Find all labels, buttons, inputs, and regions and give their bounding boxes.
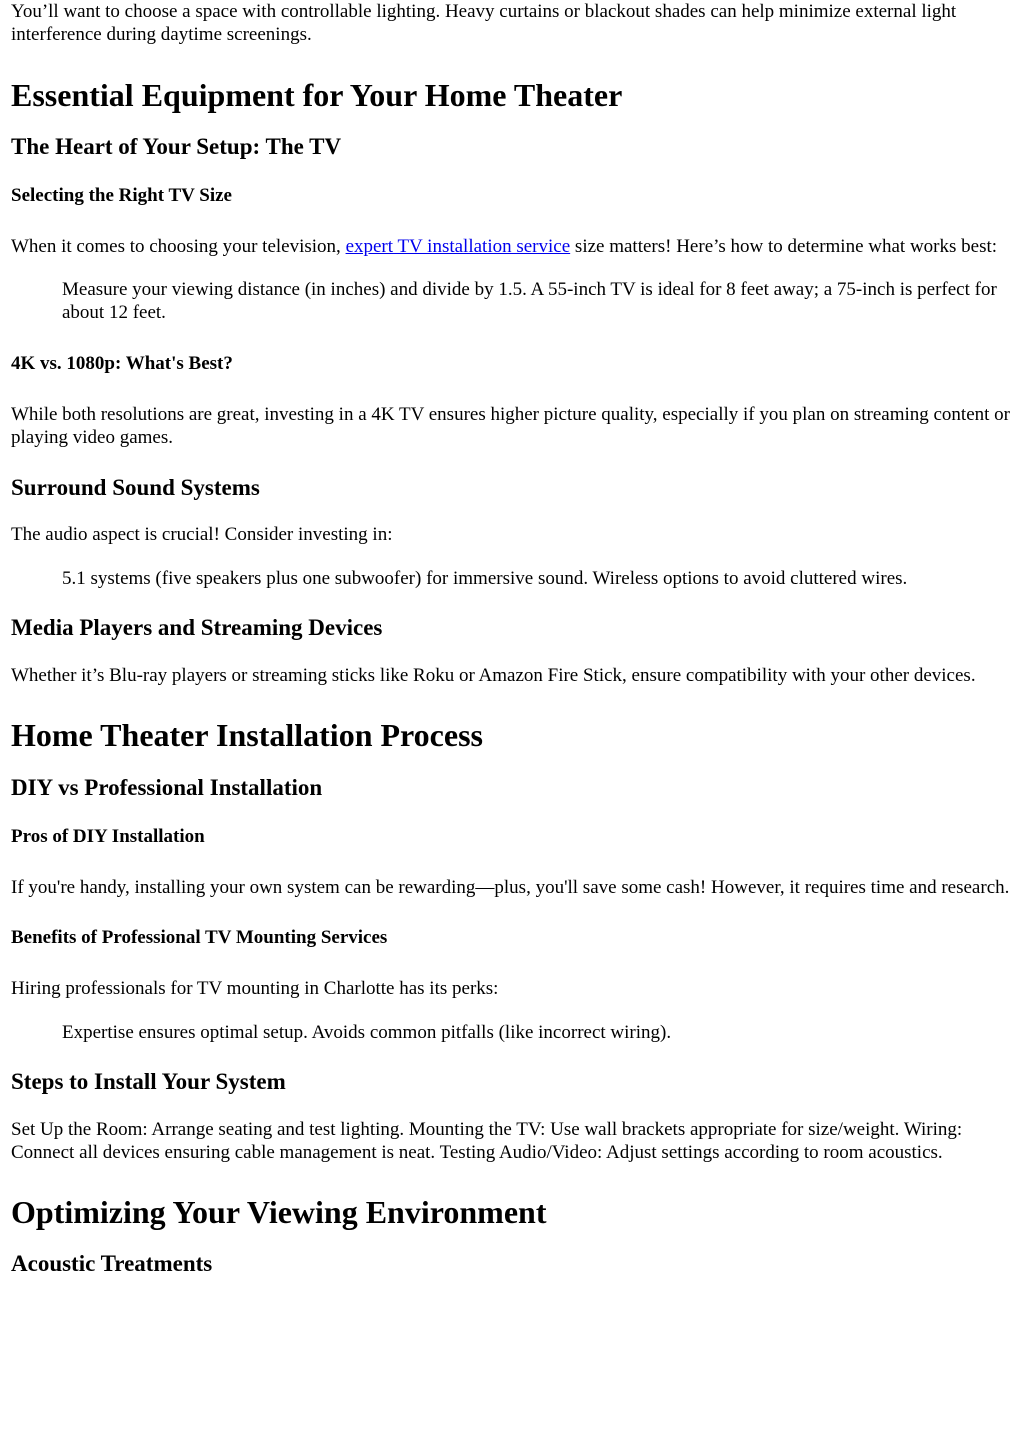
tv-heading: The Heart of Your Setup: The TV [11,134,342,159]
install-steps-heading: Steps to Install Your System [11,1069,286,1094]
tv-size-paragraph [11,235,1011,258]
optimizing-environment-heading: Optimizing Your Viewing Environment [11,1194,547,1230]
media-players-heading: Media Players and Streaming Devices [11,615,383,640]
tv-size-tip: Measure your viewing distance (in inches) and divide by 1.5. A 55-inch TV is ideal for 8 feet away; a 75-inch is perfect for about 12 feet. [62,279,997,323]
resolution-paragraph: While both resolutions are great, investing in a 4K TV ensures higher picture quality, especially if you plan on streaming content or playing video games. [11,404,1011,448]
install-steps-paragraph: Set Up the Room: Arrange seating and test lighting. Mounting the TV: Use wall brackets appropriate for size/weight. Wiring: Connect all devices ensuring cable management is neat. Testing Audio/Video: Adjust settings according to room acoustics. [11,1119,963,1163]
installation-process-heading: Home Theater Installation Process [11,717,483,753]
article [11,0,1011,1277]
tv-size-heading: Selecting the Right TV Size [11,185,232,206]
surround-sound-tip: 5.1 systems (five speakers plus one subwoofer) for immersive sound. Wireless options to avoid cluttered wires. [62,568,908,589]
surround-sound-heading: Surround Sound Systems [11,475,260,500]
tv-size-text-before: When it comes to choosing your television, [11,236,346,257]
intro-paragraph: You’ll want to choose a space with controllable lighting. Heavy curtains or blackout shades can help minimize external light interference during daytime screenings. [11,1,957,45]
diy-vs-pro-heading: DIY vs Professional Installation [11,775,323,800]
resolution-heading: 4K vs. 1080p: What's Best? [11,353,233,374]
acoustic-treatments-heading: Acoustic Treatments [11,1251,213,1276]
pro-benefits-heading: Benefits of Professional TV Mounting Services [11,927,388,948]
pro-benefits-paragraph: Hiring professionals for TV mounting in Charlotte has its perks: [11,978,499,999]
pro-benefits-tip: Expertise ensures optimal setup. Avoids common pitfalls (like incorrect wiring). [62,1022,672,1043]
surround-sound-paragraph: The audio aspect is crucial! Consider investing in: [11,524,393,545]
diy-pros-heading: Pros of DIY Installation [11,826,205,847]
essential-equipment-heading: Essential Equipment for Your Home Theater [11,77,623,113]
diy-pros-paragraph: If you're handy, installing your own system can be rewarding—plus, you'll save some cash! However, it requires time and research. [11,877,1010,898]
tv-size-text-after: size matters! Here’s how to determine what works best: [570,236,998,257]
media-players-paragraph: Whether it’s Blu-ray players or streaming sticks like Roku or Amazon Fire Stick, ensure compatibility with your other devices. [11,665,976,686]
expert-tv-installation-link[interactable]: expert TV installation service [345,236,571,257]
